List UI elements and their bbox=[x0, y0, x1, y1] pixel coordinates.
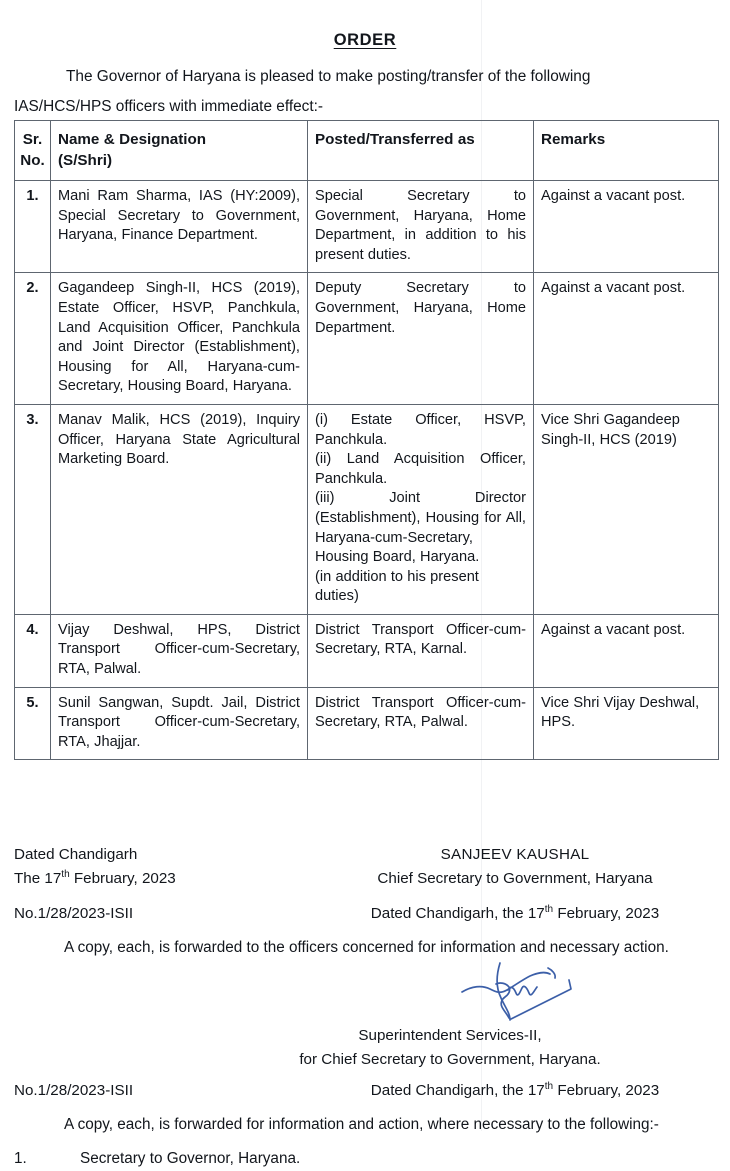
cell-sr-no: 4. bbox=[15, 614, 51, 687]
ordinal-suffix: th bbox=[544, 1080, 554, 1092]
distribution-list bbox=[0, 1146, 730, 1171]
endorsement-dated: Dated Chandigarh, the 17th February, 2023 bbox=[370, 903, 660, 922]
table-row bbox=[15, 404, 719, 614]
cell-name-designation: Gagandeep Singh-II, HCS (2019), Estate Officer, HSVP, Panchkula, Land Acquisition Officer, Panchkula and Joint Director (Establishment), Housing for All, Haryana-cum-Secretary, Housing Board, Haryana. bbox=[51, 273, 308, 405]
signatory-title: Chief Secretary to Government, Haryana bbox=[377, 870, 653, 887]
intro-paragraph bbox=[0, 50, 730, 122]
cell-remarks: Against a vacant post. bbox=[534, 181, 719, 273]
table-row bbox=[15, 181, 719, 273]
ordinal-suffix: th bbox=[544, 903, 554, 915]
endorsement-2-body: A copy, each, is forwarded for information and action, where necessary to the following:- bbox=[64, 1116, 659, 1133]
sub-signatory-line-2: for Chief Secretary to Government, Haryana. bbox=[299, 1051, 601, 1068]
intro-line-2: IAS/HCS/HPS officers with immediate effect:- bbox=[14, 98, 324, 115]
handwritten-signature-area bbox=[0, 962, 730, 1024]
cell-posted-transferred: District Transport Officer-cum-Secretary, RTA, Karnal. bbox=[308, 614, 534, 687]
dated-line: The 17th February, 2023 bbox=[14, 868, 176, 887]
posted-item: (i) Estate Officer, HSVP, Panchkula. bbox=[315, 411, 526, 448]
endorsement-1-header bbox=[0, 905, 730, 922]
cell-sr-no: 3. bbox=[15, 404, 51, 614]
ordinal-suffix: th bbox=[61, 868, 70, 880]
cell-remarks: Against a vacant post. bbox=[534, 614, 719, 687]
cell-posted-transferred: District Transport Officer-cum-Secretary, RTA, Palwal. bbox=[308, 687, 534, 760]
column-header-posted-transferred: Posted/Transferred as bbox=[308, 121, 534, 181]
cell-remarks: Against a vacant post. bbox=[534, 273, 719, 405]
signature-header-row bbox=[0, 843, 730, 891]
column-header-sr-no: Sr. No. bbox=[15, 121, 51, 181]
posted-item: (ii) Land Acquisition Officer, Panchkula. bbox=[315, 451, 526, 487]
page-title: ORDER bbox=[333, 31, 397, 49]
cell-posted-transferred: Deputy Secretary to Government, Haryana, Home Department. bbox=[308, 273, 534, 405]
intro-line-1: The Governor of Haryana is pleased to make posting/transfer of the following bbox=[66, 68, 591, 85]
signatory-block bbox=[314, 843, 716, 891]
cell-posted-transferred: Special Secretary to Government, Haryana, Home Department, in addition to his present duties. bbox=[308, 181, 534, 273]
column-header-name-designation: Name & Designation (S/Shri) bbox=[51, 121, 308, 181]
posted-item: (iii) Joint Director (Establishment), Housing for All, Haryana-cum-Secretary, Housing Board, Haryana. bbox=[315, 490, 526, 566]
endorsement-2-header bbox=[0, 1082, 730, 1099]
signatory-name: SANJEEV KAUSHAL bbox=[440, 846, 590, 863]
signature-icon bbox=[452, 958, 592, 1024]
cell-sr-no: 2. bbox=[15, 273, 51, 405]
table-row bbox=[15, 614, 719, 687]
endorsement-number: No.1/28/2023-ISII bbox=[14, 905, 134, 922]
endorsement-1-body: A copy, each, is forwarded to the officers concerned for information and necessary action. bbox=[64, 939, 669, 956]
cell-remarks: Vice Shri Gagandeep Singh-II, HCS (2019) bbox=[534, 404, 719, 614]
list-item-label: Secretary to Governor, Haryana. bbox=[80, 1150, 301, 1167]
sub-signatory-block bbox=[0, 1024, 730, 1072]
cell-sr-no: 5. bbox=[15, 687, 51, 760]
dated-place: Dated Chandigarh bbox=[14, 846, 138, 863]
posted-item: (in addition to his present duties) bbox=[315, 568, 479, 605]
table-row bbox=[15, 273, 719, 405]
cell-name-designation: Sunil Sangwan, Supdt. Jail, District Transport Officer-cum-Secretary, RTA, Jhajjar. bbox=[51, 687, 308, 760]
list-item-index: 1. bbox=[14, 1150, 27, 1167]
dated-block bbox=[14, 843, 314, 891]
cell-name-designation: Manav Malik, HCS (2019), Inquiry Officer, Haryana State Agricultural Marketing Board. bbox=[51, 404, 308, 614]
cell-sr-no: 1. bbox=[15, 181, 51, 273]
document-footer bbox=[0, 843, 730, 1171]
cell-posted-transferred bbox=[308, 404, 534, 614]
cell-remarks: Vice Shri Vijay Deshwal, HPS. bbox=[534, 687, 719, 760]
transfer-order-table bbox=[14, 120, 719, 760]
table-header-row bbox=[15, 121, 719, 181]
endorsement-dated: Dated Chandigarh, the 17th February, 2023 bbox=[370, 1080, 660, 1099]
endorsement-number: No.1/28/2023-ISII bbox=[14, 1082, 134, 1099]
table-row bbox=[15, 687, 719, 760]
cell-name-designation: Mani Ram Sharma, IAS (HY:2009), Special Secretary to Government, Haryana, Finance Department. bbox=[51, 181, 308, 273]
sub-signatory-line-1: Superintendent Services-II, bbox=[358, 1027, 542, 1044]
list-item bbox=[14, 1146, 716, 1171]
column-header-remarks: Remarks bbox=[534, 121, 719, 181]
cell-name-designation: Vijay Deshwal, HPS, District Transport Officer-cum-Secretary, RTA, Palwal. bbox=[51, 614, 308, 687]
